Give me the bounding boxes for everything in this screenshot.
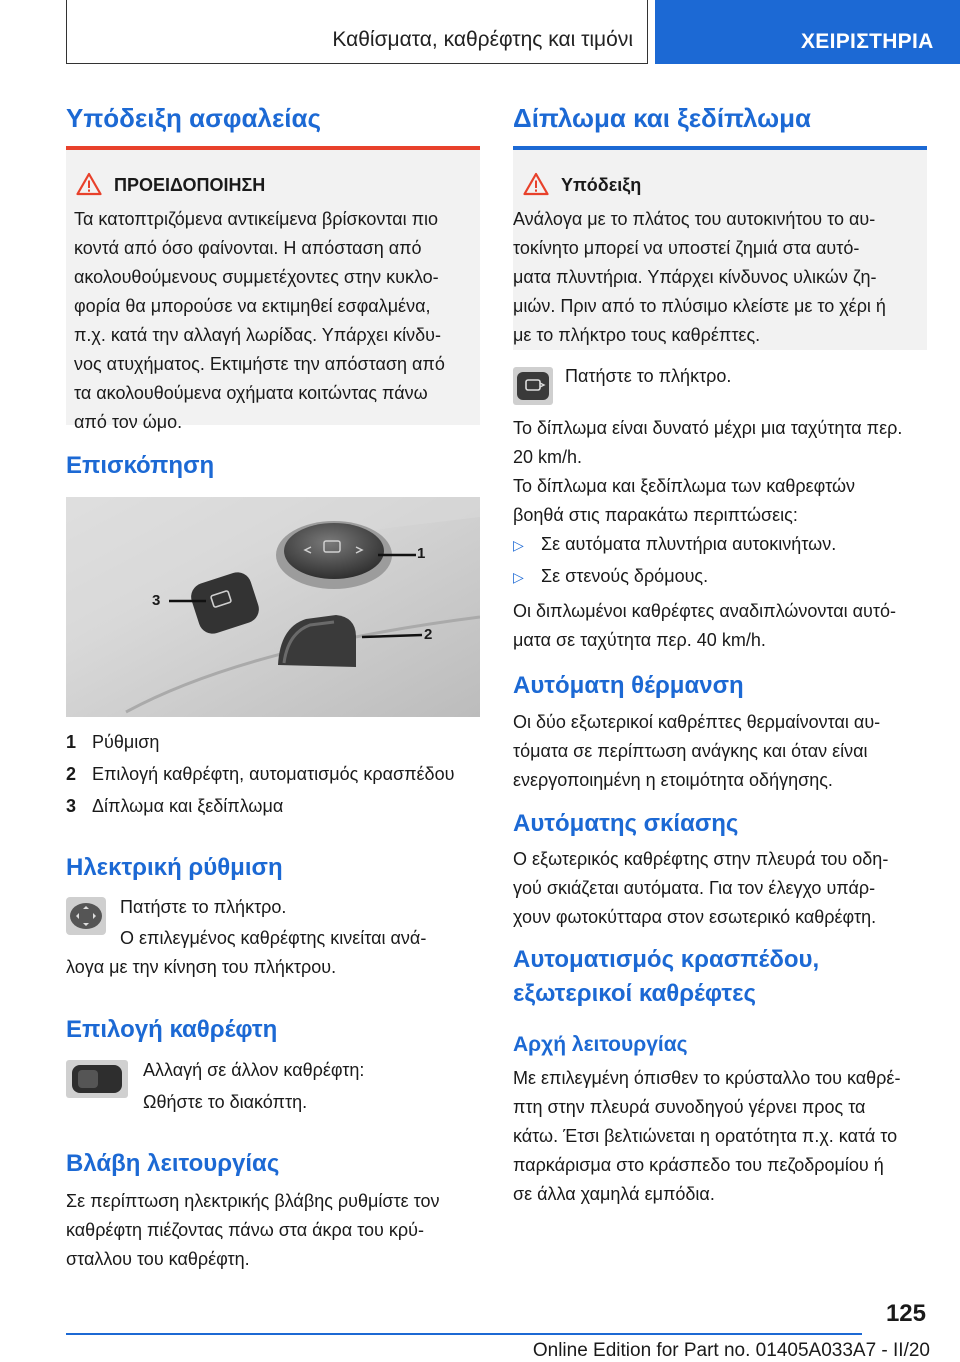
heading-electric-adjust: Ηλεκτρική ρύθμιση <box>66 854 283 881</box>
principle-text-line: σε άλλα χαμηλά εμπόδια. <box>513 1184 715 1204</box>
heating-text-line: Οι δύο εξωτερικοί καθρέπτες θερμαίνονται αυ- <box>513 712 881 732</box>
bullet-item: ▷ Σε αυτόματα πλυντήρια αυτοκινήτων. <box>513 530 927 558</box>
fold-text-line: Το δίπλωμα είναι δυνατό μέχρι μια ταχύτητα περ. <box>513 418 903 438</box>
failure-text-line: Σε περίπτωση ηλεκτρικής βλάβης ρυθμίστε τον <box>66 1191 440 1211</box>
adjust-switch-knob <box>284 523 384 579</box>
fold-text-line: βοηθά στις παρακάτω περιπτώσεις: <box>513 505 798 525</box>
notice-line: Ανάλογα με το πλάτος του αυτοκινήτου το αυ- <box>513 209 876 229</box>
notice-box <box>513 150 927 350</box>
notice-title: Υπόδειξη <box>561 175 642 195</box>
header-section-title: Καθίσματα, καθρέφτης και τιμόνι <box>332 28 633 51</box>
warning-line: τα ακολουθούμενα οχήματα κοιτώντας πάνω <box>74 383 428 403</box>
legend-item: 1 Ρύθμιση <box>66 732 160 752</box>
heading-malfunction: Βλάβη λειτουργίας <box>66 1150 280 1177</box>
dimming-text-line: Ο εξωτερικός καθρέφτης στην πλευρά του οδη- <box>513 849 889 869</box>
warning-line: κοντά από όσο φαίνονται. Η απόσταση από <box>74 238 422 258</box>
fold-text-line: Οι διπλωμένοι καθρέφτες αναδιπλώνονται αυτό- <box>513 601 896 621</box>
subheading-principle: Αρχή λειτουργίας <box>513 1033 688 1056</box>
fold-text-line: 20 km/h. <box>513 447 583 467</box>
notice-line: ματα πλυντήρια. Υπάρχει κίνδυνος υλικών ζη- <box>513 267 877 287</box>
notice-line: τοκίνητο μπορεί να υποστεί ζημιά στα αυτό- <box>513 238 860 258</box>
header-chapter-label: ΧΕΙΡΙΣΤΗΡΙΑ <box>801 30 934 53</box>
selector-switch-icon <box>66 1060 128 1098</box>
warning-line: Τα κατοπτριζόμενα αντικείμενα βρίσκονται πιο <box>74 209 439 229</box>
failure-text-line: καθρέφτη πιέζοντας πάνω στα άκρα του κρύ- <box>66 1220 424 1240</box>
dimming-text-line: χουν φωτοκύτταρα στον εσωτερικό καθρέφτη. <box>513 907 877 927</box>
warning-line: νος ατυχήματος. Εκτιμήστε την απόσταση από <box>74 354 445 374</box>
electric-text-line: λογα με την κίνηση του πλήκτρου. <box>66 957 337 977</box>
notice-line: με το πλήκτρο τους καθρέπτες. <box>513 325 761 345</box>
select-text-line: Αλλαγή σε άλλον καθρέφτη: <box>143 1060 365 1080</box>
heading-curb-line1: Αυτοματισμός κρασπέδου, <box>513 946 820 973</box>
adjust-button-icon <box>66 897 106 935</box>
warning-title: ΠΡΟΕΙΔΟΠΟΙΗΣΗ <box>114 175 266 195</box>
principle-text-line: κάτω. Έτσι βελτιώνεται η ορατότητα π.χ. κατά το <box>513 1126 898 1146</box>
heading-safety: Υπόδειξη ασφαλείας <box>66 103 322 133</box>
figure-callout-1: 1 <box>417 545 426 562</box>
figure-callout-2: 2 <box>424 626 433 643</box>
warning-line: από τον ώμο. <box>74 412 183 432</box>
fold-text-line: ματα σε ταχύτητα περ. 40 km/h. <box>513 630 766 650</box>
heating-text-line: ενεργοποιημένη η ετοιμότητα οδήγησης. <box>513 770 833 790</box>
principle-text-line: πτη στην πλευρά συνοδηγού γέρνει προς τα <box>513 1097 866 1117</box>
mirror-switch-figure <box>66 497 480 717</box>
dimming-text-line: γού σκιάζεται αυτόματα. Για τον έλεγχο υπάρ- <box>513 878 876 898</box>
electric-text-line: Πατήστε το πλήκτρο. <box>120 897 287 917</box>
fold-press-text: Πατήστε το πλήκτρο. <box>565 366 732 386</box>
warning-line: ακολουθούμενους συμμετέχοντες στην κυκλο- <box>74 267 439 287</box>
failure-text-line: σταλλου του καθρέφτη. <box>66 1249 250 1269</box>
header-chapter-tab[interactable] <box>655 0 960 64</box>
warning-line: π.χ. κατά την αλλαγή λωρίδας. Υπάρχει κίνδυ- <box>74 325 441 345</box>
figure-callout-3: 3 <box>152 592 161 609</box>
principle-text-line: Με επιλεγμένη όπισθεν το κρύσταλλο του καθρέ- <box>513 1068 901 1088</box>
footer-edition: Online Edition for Part no. 01405A033A7 - II/20 <box>532 1340 930 1361</box>
fold-button-icon <box>513 367 553 405</box>
heading-fold: Δίπλωμα και ξεδίπλωμα <box>513 103 811 133</box>
principle-text-line: παρκάρισμα στο κράσπεδο του πεζοδρομίου ή <box>513 1155 884 1175</box>
bullet-triangle-icon: ▷ <box>513 537 524 553</box>
notice-triangle-icon <box>523 172 549 196</box>
warning-box <box>66 150 480 432</box>
heating-text-line: τόματα σε περίπτωση ανάγκης και όταν είναι <box>513 741 868 761</box>
footer-rule <box>66 1333 862 1335</box>
heading-curb-line2: εξωτερικοί καθρέφτες <box>513 980 756 1007</box>
bullet-item: ▷ Σε στενούς δρόμους. <box>513 562 927 590</box>
notice-line: μιών. Πριν από το πλύσιμο κλείστε με το χέρι ή <box>513 296 886 316</box>
warning-triangle-icon <box>76 172 102 196</box>
page-number: 125 <box>885 1300 926 1327</box>
heading-mirror-select: Επιλογή καθρέφτη <box>66 1016 278 1043</box>
electric-text-line: Ο επιλεγμένος καθρέφτης κινείται ανά- <box>120 928 427 948</box>
legend-item: 2 Επιλογή καθρέφτη, αυτοματισμός κρασπέδου <box>66 764 455 784</box>
fold-text-line: Το δίπλωμα και ξεδίπλωμα των καθρεφτών <box>513 476 855 496</box>
bullet-triangle-icon: ▷ <box>513 569 524 585</box>
legend-item: 3 Δίπλωμα και ξεδίπλωμα <box>66 796 284 816</box>
heading-auto-dimming: Αυτόματης σκίασης <box>513 810 739 837</box>
heading-overview: Επισκόπηση <box>66 452 215 479</box>
warning-line: φορία θα μπορούσε να εκτιμηθεί εσφαλμένα, <box>74 296 431 316</box>
header-section-box <box>66 0 648 64</box>
heading-auto-heating: Αυτόματη θέρμανση <box>513 672 744 699</box>
select-text-line: Ωθήστε το διακόπτη. <box>143 1092 308 1112</box>
